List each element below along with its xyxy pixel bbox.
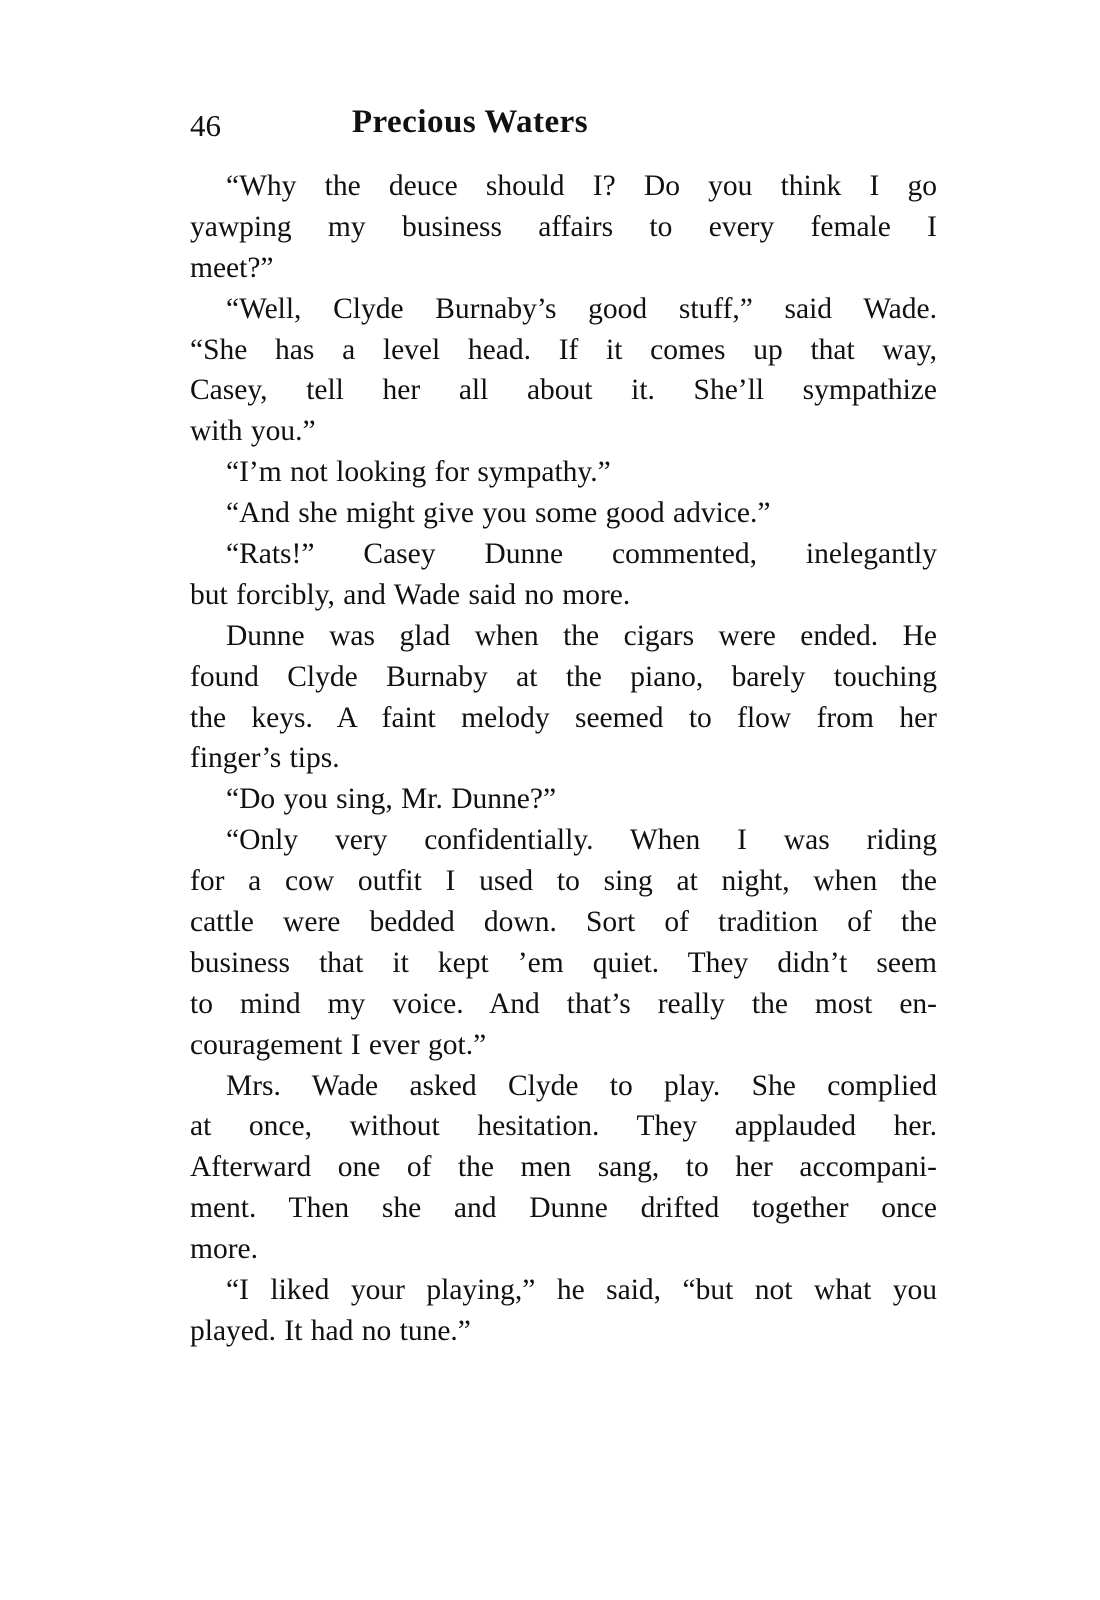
paragraph — [190, 452, 937, 493]
paragraph — [190, 166, 937, 289]
text-line: the keys. A faint melody seemed to flow from her — [190, 701, 937, 734]
text-line: Mrs. Wade asked Clyde to play. She complied — [226, 1069, 937, 1102]
text-line: “I liked your playing,” he said, “but not what you — [226, 1274, 937, 1307]
page-number: 46 — [190, 108, 221, 143]
text-line: “Do you sing, Mr. Dunne?” — [226, 783, 557, 816]
text-line: to mind my voice. And that’s really the most en- — [190, 987, 937, 1020]
text-line: cattle were bedded down. Sort of tradition of the — [190, 906, 937, 939]
text-line: couragement I ever got.” — [190, 1028, 487, 1061]
text-line: at once, without hesitation. They applauded her. — [190, 1110, 937, 1143]
text-line: with you.” — [190, 415, 316, 448]
text-line: Casey, tell her all about it. She’ll sympathize — [190, 374, 937, 407]
text-line: “Why the deuce should I? Do you think I go — [226, 170, 937, 202]
paragraph — [190, 1270, 937, 1352]
text-line: for a cow outfit I used to sing at night, when the — [190, 865, 937, 898]
text-line: “Only very confidentially. When I was riding — [226, 824, 937, 857]
text-line: “Rats!” Casey Dunne commented, inelegantly — [226, 538, 937, 571]
body-text — [190, 166, 937, 1352]
paragraph — [190, 534, 937, 616]
text-line: yawping my business affairs to every female I — [190, 210, 937, 243]
text-line: “She has a level head. If it comes up that way, — [190, 333, 937, 366]
paragraph — [190, 1066, 937, 1270]
text-line: played. It had no tune.” — [190, 1314, 471, 1347]
paragraph — [190, 289, 937, 453]
text-line: found Clyde Burnaby at the piano, barely touching — [190, 660, 937, 693]
paragraph — [190, 820, 937, 1065]
paragraph — [190, 779, 937, 820]
text-line: finger’s tips. — [190, 742, 340, 775]
paragraph — [190, 493, 937, 534]
running-header — [190, 104, 937, 148]
text-line: more. — [190, 1233, 258, 1266]
text-line: “And she might give you some good advice.” — [226, 497, 771, 530]
text-line: Afterward one of the men sang, to her accompani- — [190, 1151, 937, 1184]
running-title: Precious Waters — [351, 104, 589, 140]
text-line: ment. Then she and Dunne drifted together once — [190, 1192, 937, 1225]
text-line: business that it kept ’em quiet. They didn’t seem — [190, 946, 937, 979]
text-line: Dunne was glad when the cigars were ended. He — [226, 619, 937, 652]
text-line: meet?” — [190, 251, 274, 284]
text-line: “Well, Clyde Burnaby’s good stuff,” said Wade. — [226, 292, 937, 325]
paragraph — [190, 616, 937, 780]
text-line: but forcibly, and Wade said no more. — [190, 578, 631, 611]
text-line: “I’m not looking for sympathy.” — [226, 456, 611, 489]
